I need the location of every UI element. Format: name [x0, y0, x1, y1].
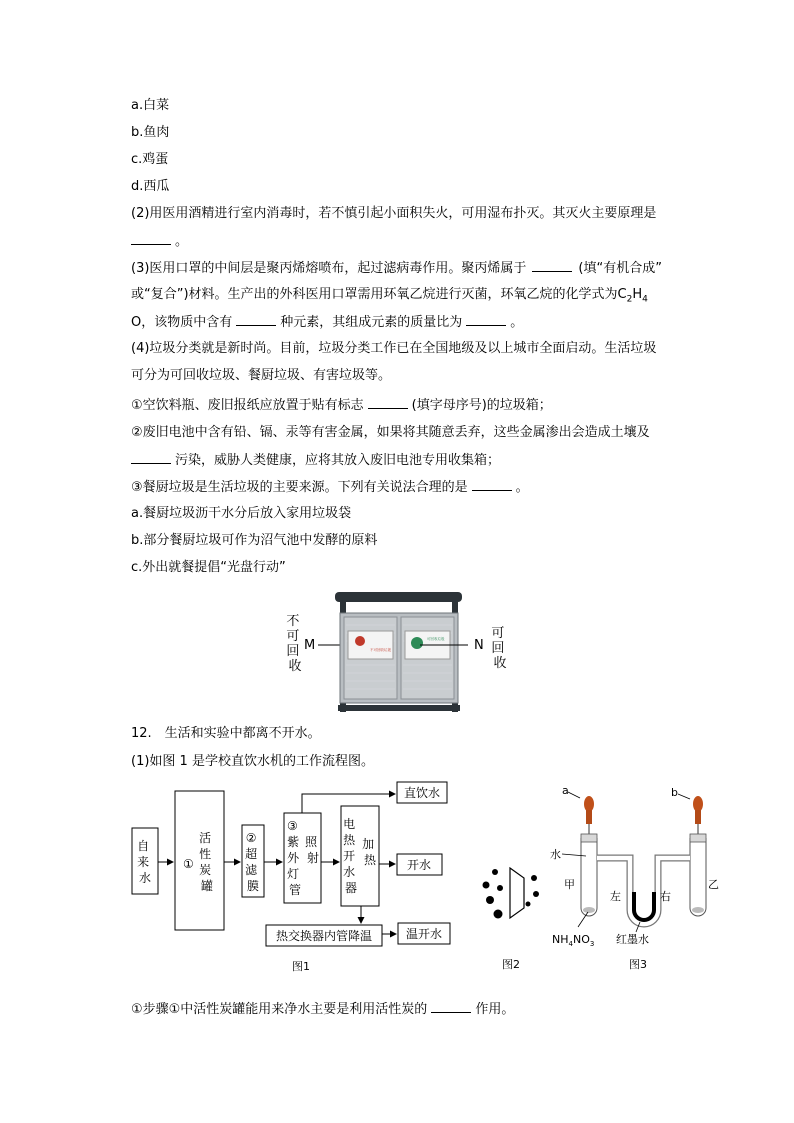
q3-line2: 或“复合”)材料。生产出的外科医用口罩需用环氧乙烷进行灭菌，环氧乙烷的化学式为$C_2H_4$ — [131, 287, 648, 305]
flow-chart-figure1 — [125, 778, 465, 978]
dropper-a-bulb — [584, 796, 594, 812]
non-recyclable-icon — [355, 636, 365, 646]
q4-option-b: b.部分餐厨垃圾可作为沼气池中发酵的原料 — [131, 533, 378, 548]
label-M: M — [304, 638, 316, 653]
figure3-apparatus — [548, 782, 728, 977]
figure3-caption: 图3 — [629, 958, 647, 971]
answer-blank — [131, 232, 171, 245]
warm-water-label: 温开水 — [405, 927, 443, 941]
option-a: a.白菜 — [131, 98, 170, 113]
step3-label-b: 照 射 — [305, 835, 320, 865]
q12-title: 12. 生活和实验中都离不开水。 — [131, 726, 321, 741]
yi-label: 乙 — [708, 878, 719, 891]
figure1-caption: 图1 — [292, 960, 310, 973]
q4-line1: (4)垃圾分类就是新时尚。目前，垃圾分类工作已在全国地级及以上城市全面启动。生活垃圾 — [131, 341, 657, 356]
q12-part1: (1)如图 1 是学校直饮水机的工作流程图。 — [131, 754, 374, 769]
answer-blank — [131, 451, 171, 464]
answer-blank — [472, 478, 512, 491]
drinking-water-label: 直饮水 — [403, 786, 441, 800]
q3-line1: (3)医用口罩的中间层是聚丙烯熔喷布，起过滤病毒作用。聚丙烯属于 (填“有机合成” — [131, 261, 662, 276]
step2-label: ② 超 滤 膜 — [245, 831, 260, 893]
dropper-a-label: a — [562, 784, 569, 797]
test-tube-yi — [690, 838, 706, 916]
heater-label-a: 电 热 开 水 器 — [343, 817, 358, 895]
figure2-caption: 图2 — [502, 958, 520, 971]
red-ink-label: 红墨水 — [616, 933, 649, 946]
q4-item1: ①空饮料瓶、废旧报纸应放置于贴有标志 (填字母序号)的垃圾箱； — [131, 398, 552, 413]
q4-line2: 可分为可回收垃圾、餐厨垃圾、有害垃圾等。 — [131, 368, 392, 383]
heater-label-b: 加 热 — [362, 837, 377, 867]
trash-bin-figure — [280, 585, 520, 715]
q4-option-a: a.餐厨垃圾沥干水分后放入家用垃圾袋 — [131, 506, 352, 521]
q4-item3: ③餐厨垃圾是生活垃圾的主要来源。下列有关说法合理的是 。 — [131, 480, 529, 495]
q2-line1: (2)用医用酒精进行室内消毒时，若不慎引起小面积失火，可用湿布扑灭。其灭火主要原理是 — [131, 206, 657, 221]
test-tube-jia — [581, 838, 597, 916]
svg-text:可回收垃圾: 可回收垃圾 — [427, 637, 445, 641]
water-label: 水 — [550, 848, 561, 861]
label-not-recyclable: 不 可 回 收 — [286, 614, 302, 674]
q12-question1: ①步骤①中活性炭罐能用来净水主要是利用活性炭的 作用。 — [131, 1002, 515, 1017]
jia-label: 甲 — [564, 878, 575, 891]
q4-item2-line1: ②废旧电池中含有铅、镉、汞等有害金属，如果将其随意丢弃，这些金属渗出会造成土壤及 — [131, 425, 650, 440]
right-label: 右 — [660, 890, 671, 903]
non-recyclable-sign — [348, 631, 393, 659]
label-N: N — [474, 638, 484, 653]
label-recyclable: 可 回 收 — [491, 626, 507, 671]
step1-number: ① — [183, 857, 194, 871]
answer-blank — [368, 396, 408, 409]
left-label: 左 — [610, 890, 621, 903]
tap-water-label: 自 来 水 — [137, 839, 152, 885]
step1-label: 活 性 炭 罐 — [199, 831, 214, 893]
boiling-water-label: 开水 — [406, 858, 432, 872]
q2-line2: 。 — [131, 232, 188, 251]
heat-exchanger-label: 热交换器内管降温 — [275, 929, 373, 943]
answer-blank — [466, 313, 506, 326]
option-d: d.西瓜 — [131, 179, 170, 194]
dropper-b-label: b — [671, 786, 678, 799]
step3-label-a: 紫 外 灯 管 — [287, 835, 302, 897]
answer-blank — [236, 313, 276, 326]
q3-line3: O，该物质中含有 种元素，其组成元素的质量比为 。 — [131, 315, 524, 330]
q4-item2-line2: 污染，威胁人类健康，应将其放入废旧电池专用收集箱； — [131, 451, 500, 470]
nh4no3-label: $NH_4NO_3$ — [552, 933, 595, 948]
option-b: b.鱼肉 — [131, 125, 170, 140]
answer-blank — [532, 259, 572, 272]
option-c: c.鸡蛋 — [131, 152, 169, 167]
dropper-b-bulb — [693, 796, 703, 812]
q4-option-c: c.外出就餐提倡“光盘行动” — [131, 560, 286, 575]
red-ink — [634, 892, 654, 920]
recycle-icon — [411, 637, 423, 649]
svg-text:不可回收垃圾: 不可回收垃圾 — [370, 648, 391, 652]
step3-number: ③ — [287, 819, 298, 833]
answer-blank — [431, 1000, 471, 1013]
figure2-molecules — [478, 860, 558, 975]
